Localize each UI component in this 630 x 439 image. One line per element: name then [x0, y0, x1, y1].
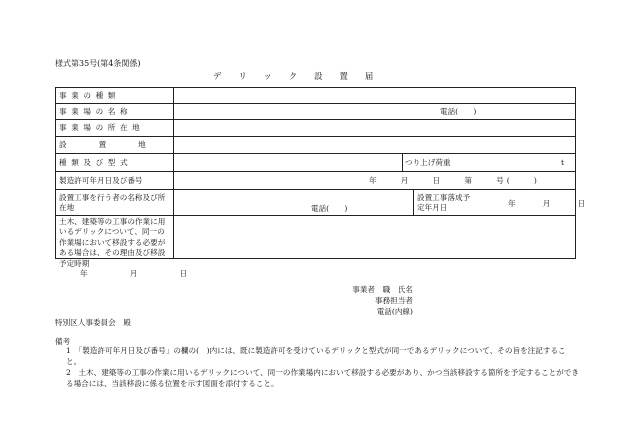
- lifting-load-unit: t: [561, 158, 565, 167]
- document-title: デリック設置届: [213, 71, 391, 81]
- label-completion-date: 設置工事落成予定年月日: [417, 193, 471, 213]
- workplace-phone: 電話( ): [440, 107, 477, 116]
- form-table: [55, 87, 590, 268]
- label-relocation: 土木、建築等の工事の作業に用いるデリックについて、同一の作業場において移設する必要がある場合は、その理由及び移設予定時期: [59, 217, 166, 268]
- installer-divider: [413, 190, 414, 215]
- row-relocation: [56, 216, 575, 268]
- row-installer: [56, 190, 590, 216]
- row-workplace-address: [56, 120, 575, 137]
- applicant-contact-line: 事務担当者: [375, 296, 413, 306]
- label-type-model: 種類及び型式: [59, 158, 133, 167]
- applicant-block: [346, 284, 413, 318]
- applicant-phone-line: 電話(内線): [376, 307, 413, 317]
- label-workplace-name: 事業場の名称: [59, 107, 133, 116]
- note-item-1: 1 「製造許可年月日及び番号」の欄の( )内には、既に製造許可を受けているデリックと型式が同一であるデリックについて、その旨を注記すること。: [66, 346, 566, 366]
- row-business-type: [56, 88, 575, 104]
- form-number: 様式第35号(第4条関係): [55, 59, 141, 68]
- label-installer: 設置工事を行う者の名称及び所在地: [59, 193, 166, 213]
- addressee: 特別区人事委員会 殿: [55, 318, 131, 327]
- completion-date-value: 年 月 日: [508, 199, 590, 208]
- notes-heading: 備考: [55, 337, 71, 346]
- manufacturing-permit-value: 年 月 日 第 号( ): [369, 176, 540, 185]
- submission-date: 年 月 日: [80, 269, 197, 278]
- row-workplace-name: [56, 104, 575, 120]
- label-business-type: 事業の種類: [59, 91, 120, 100]
- row-installation-site: [56, 137, 575, 154]
- label-lifting-load: つり上げ荷重: [405, 158, 451, 167]
- type-model-divider: [402, 154, 403, 171]
- label-installation-site: 設置地: [59, 140, 178, 149]
- applicant-name-line: 事業者 職 氏名: [352, 285, 413, 294]
- installer-phone: 電話( ): [311, 204, 348, 213]
- note-item-2: 2 土木、建築等の工事の作業に用いるデリックについて、同一の作業場内において移設する必要があり、かつ当該移設する箇所を予定することができる場合には、当該移設に係る位置を示す図面を添付すること。: [66, 368, 579, 388]
- row-manufacturing-permit: [56, 172, 575, 190]
- row-type-model: [56, 154, 575, 172]
- label-manufacturing-permit: 製造許可年月日及び番号: [59, 176, 143, 185]
- label-workplace-address: 事業場の所在地: [59, 123, 145, 132]
